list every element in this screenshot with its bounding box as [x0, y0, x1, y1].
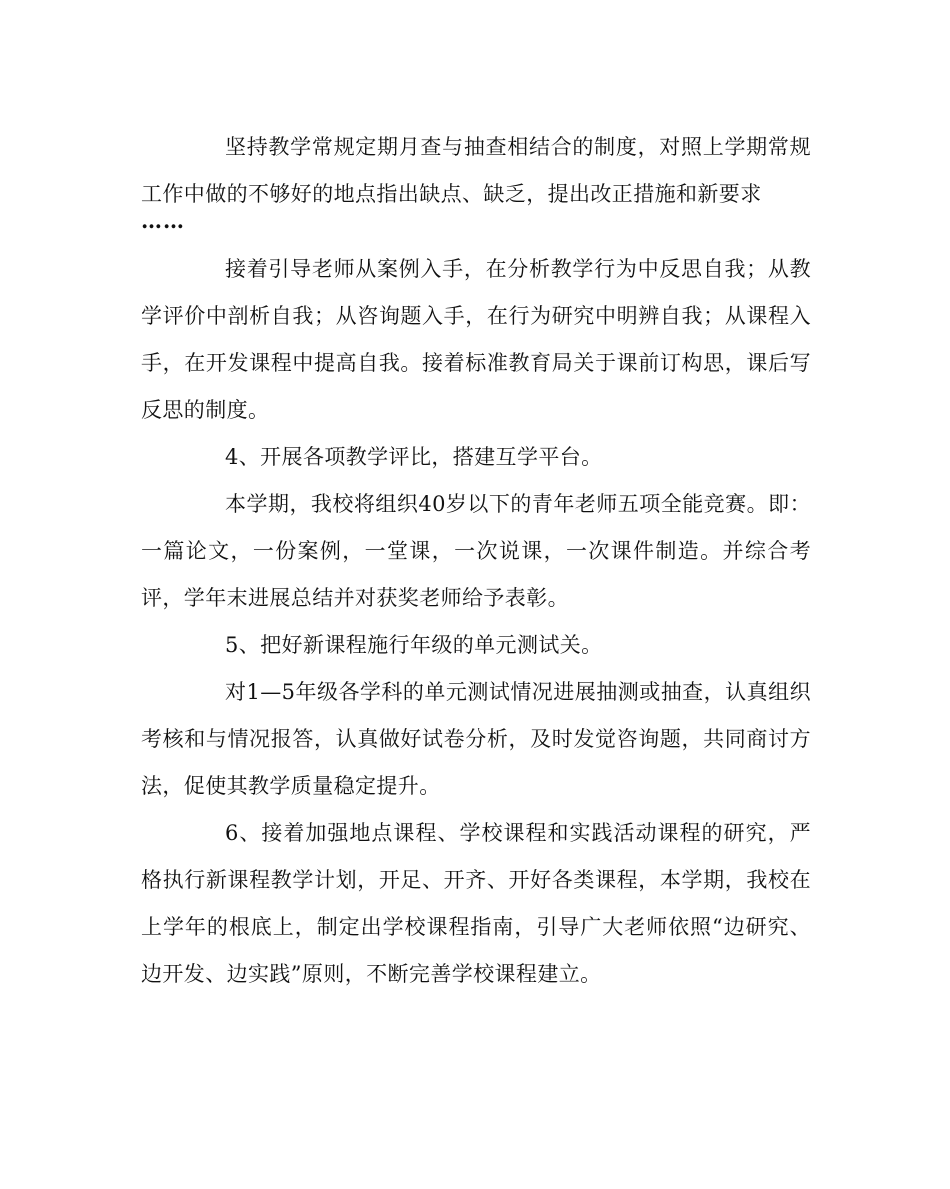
paragraph-6: 对1—5年级各学科的单元测试情况进展抽测或抽查，认真组织考核和与情况报答，认真做好试卷分析，及时发觉咨询题，共同商讨方法，促使其教学质量稳定提升。 [141, 680, 811, 798]
document-body [141, 124, 811, 998]
paragraph-1-ellipsis: …… [141, 208, 185, 233]
paragraph-7: 6、接着加强地点课程、学校课程和实践活动课程的研究，严格执行新课程教学计划，开足、开齐、开好各类课程，本学期，我校在上学年的根底上，制定出学校课程指南，引导广大老师依照“边研究、边开发、边实践”原则，不断完善学校课程建立。 [141, 821, 811, 986]
paragraph-3-heading: 4、开展各项教学评比，搭建互学平台。 [225, 445, 603, 469]
paragraph-4: 本学期，我校将组织40岁以下的青年老师五项全能竞赛。即：一篇论文，一份案例，一堂课，一次说课，一次课件制造。并综合考评，学年末进展总结并对获奖老师给予表彰。 [141, 492, 811, 610]
paragraph-5-heading: 5、把好新课程施行年级的单元测试关。 [225, 633, 603, 657]
paragraph-1-text: 坚持教学常规定期月查与抽查相结合的制度，对照上学期常规工作中做的不够好的地点指出缺点、缺乏，提出改正措施和新要求 [141, 135, 811, 206]
paragraph-1 [141, 124, 811, 236]
paragraph-2: 接着引导老师从案例入手，在分析教学行为中反思自我；从教学评价中剖析自我；从咨询题入手，在行为研究中明辨自我；从课程入手，在开发课程中提高自我。接着标准教育局关于课前订构思，课后写反思的制度。 [141, 257, 811, 422]
